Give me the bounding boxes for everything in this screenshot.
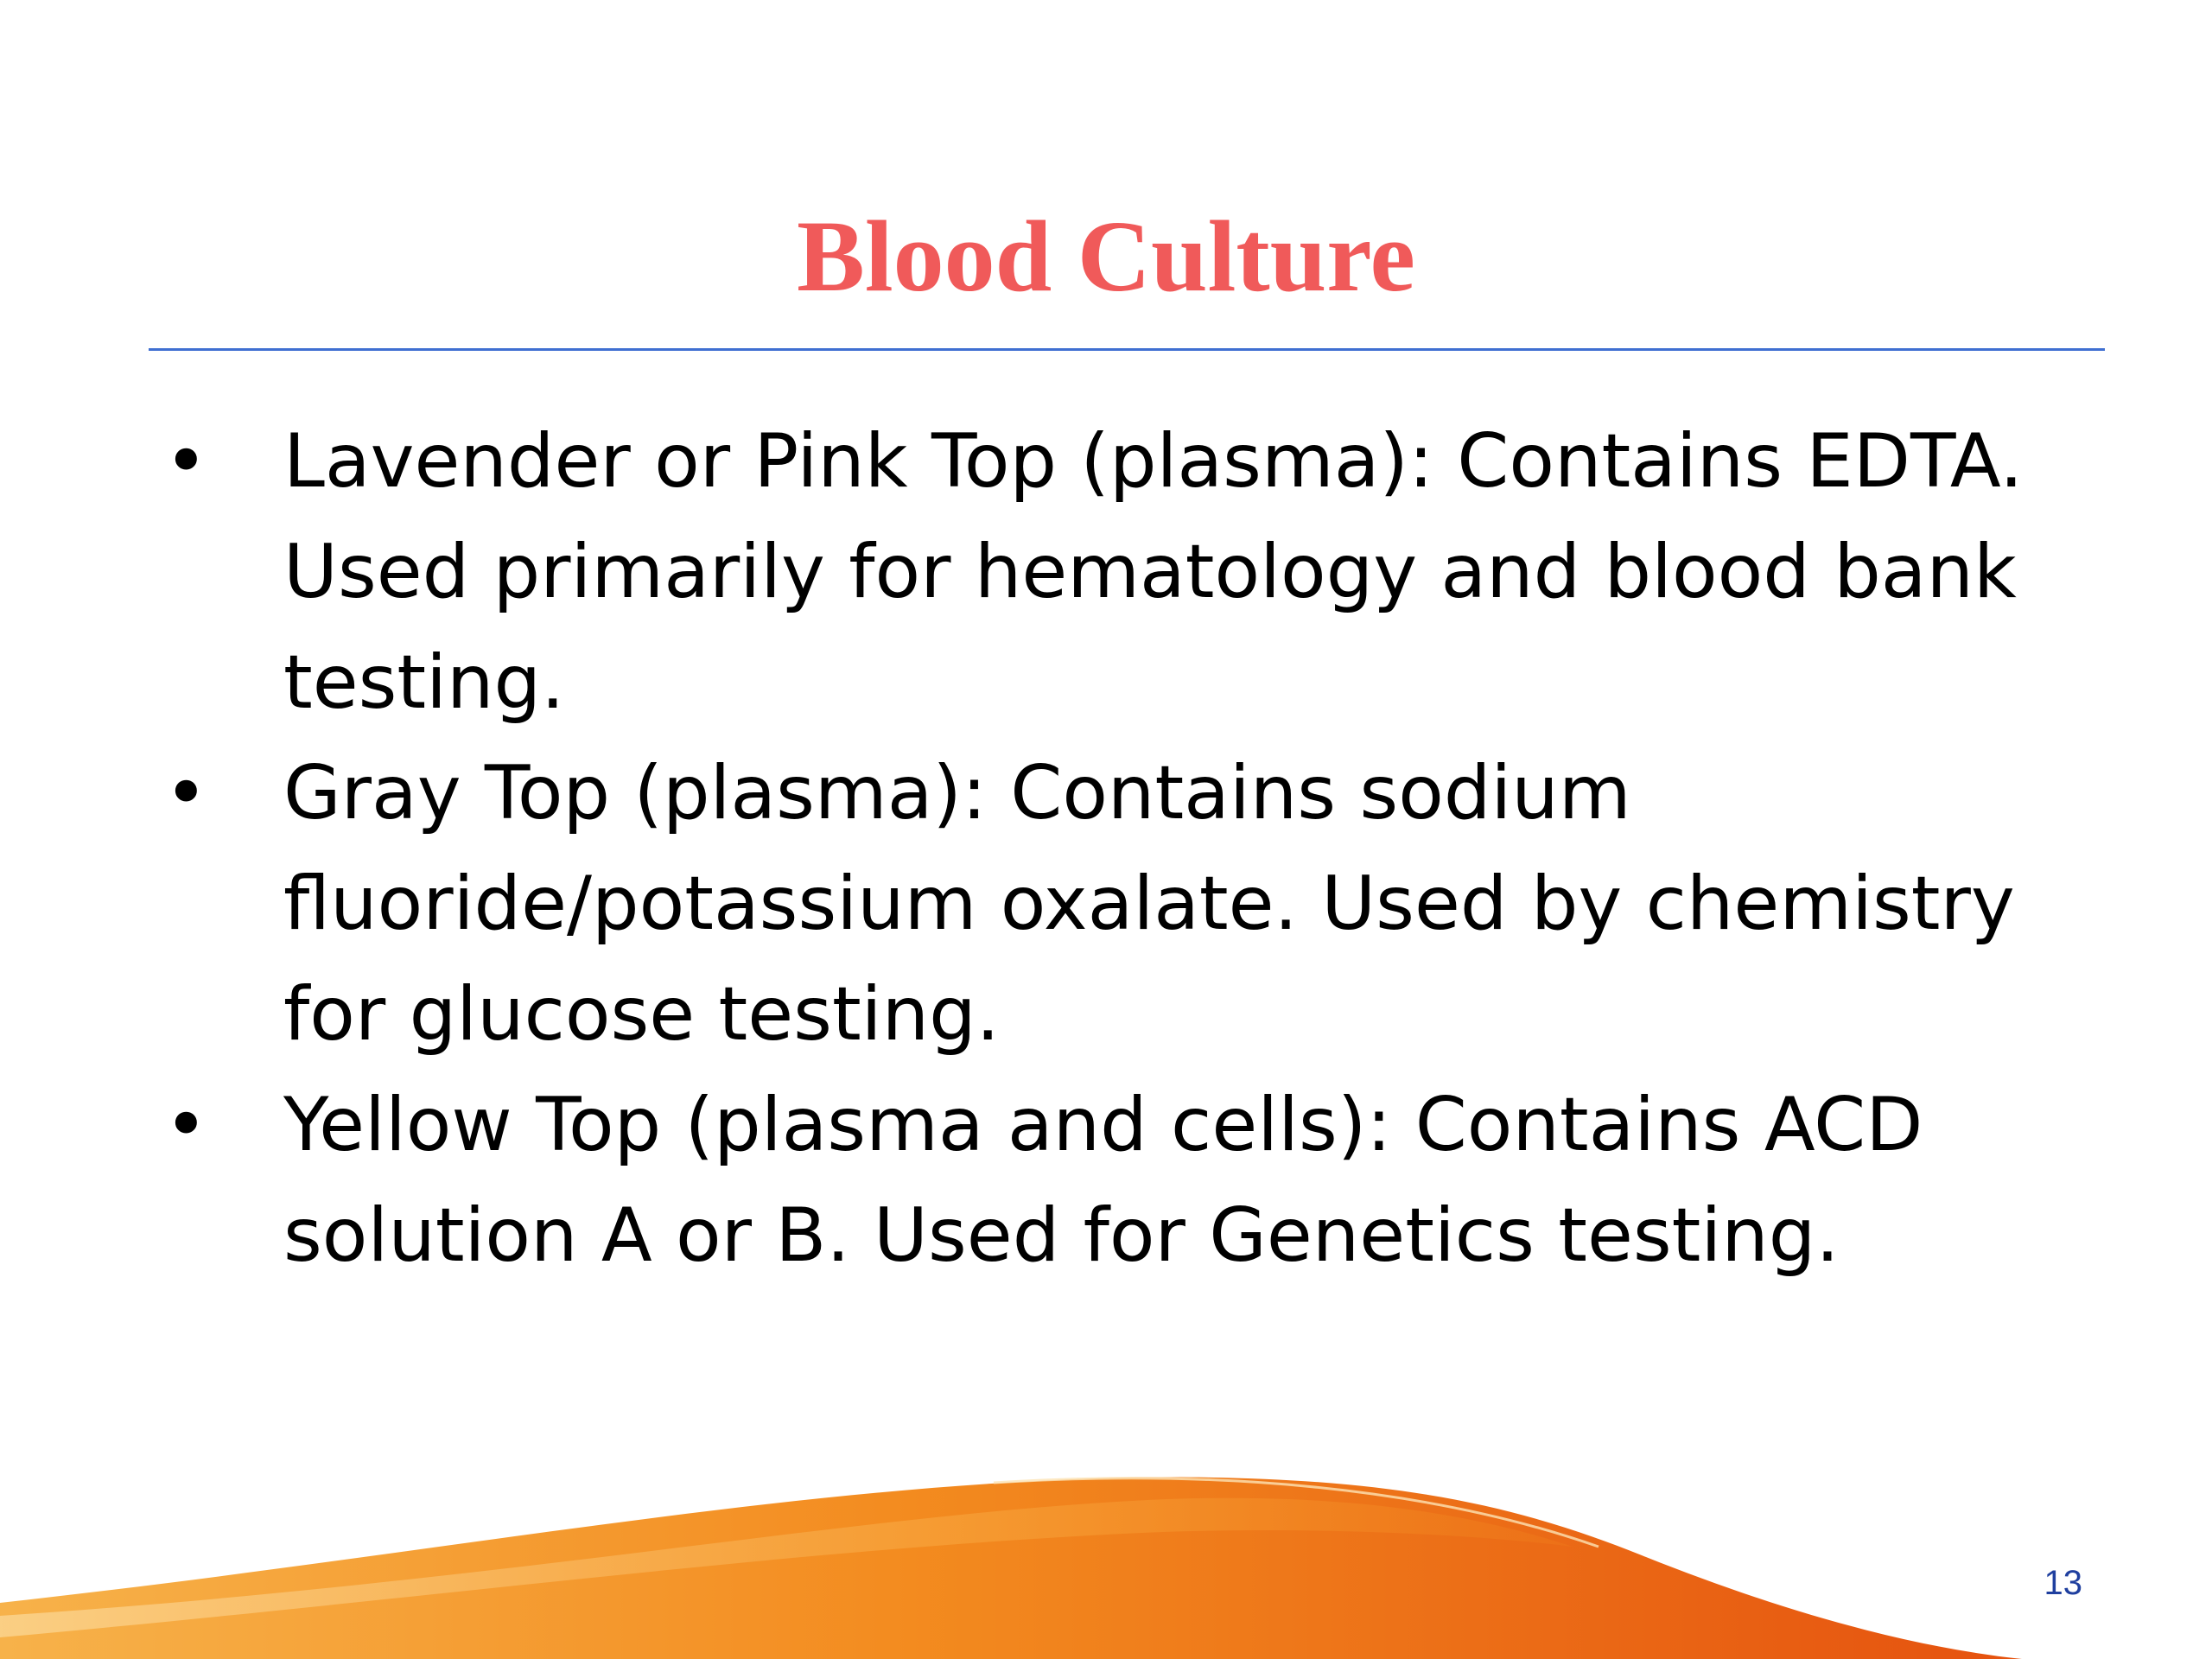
bullet-item bbox=[164, 738, 2065, 1070]
bullet-text: Gray Top (plasma): Contains sodium fluoride/potassium oxalate. Used by chemistry for glucose testing. bbox=[283, 750, 2015, 1058]
page-number: 13 bbox=[2044, 1564, 2082, 1602]
slide-title: Blood Culture bbox=[797, 200, 1415, 313]
bullet-dot-icon: • bbox=[164, 418, 208, 505]
bullet-dot-icon: • bbox=[164, 1082, 208, 1168]
bullet-item bbox=[164, 406, 2065, 738]
title-divider bbox=[149, 348, 2105, 351]
bullet-text: Lavender or Pink Top (plasma): Contains EDTA. Used primarily for hematology and blood bank testing. bbox=[283, 418, 2024, 726]
bullet-dot-icon: • bbox=[164, 750, 208, 836]
bullet-item bbox=[164, 1070, 2065, 1291]
bullet-text: Yellow Top (plasma and cells): Contains ACD solution A or B. Used for Genetics testing. bbox=[283, 1082, 1923, 1279]
orange-wave-decoration bbox=[0, 1452, 2212, 1659]
bullet-list bbox=[164, 406, 2065, 1291]
